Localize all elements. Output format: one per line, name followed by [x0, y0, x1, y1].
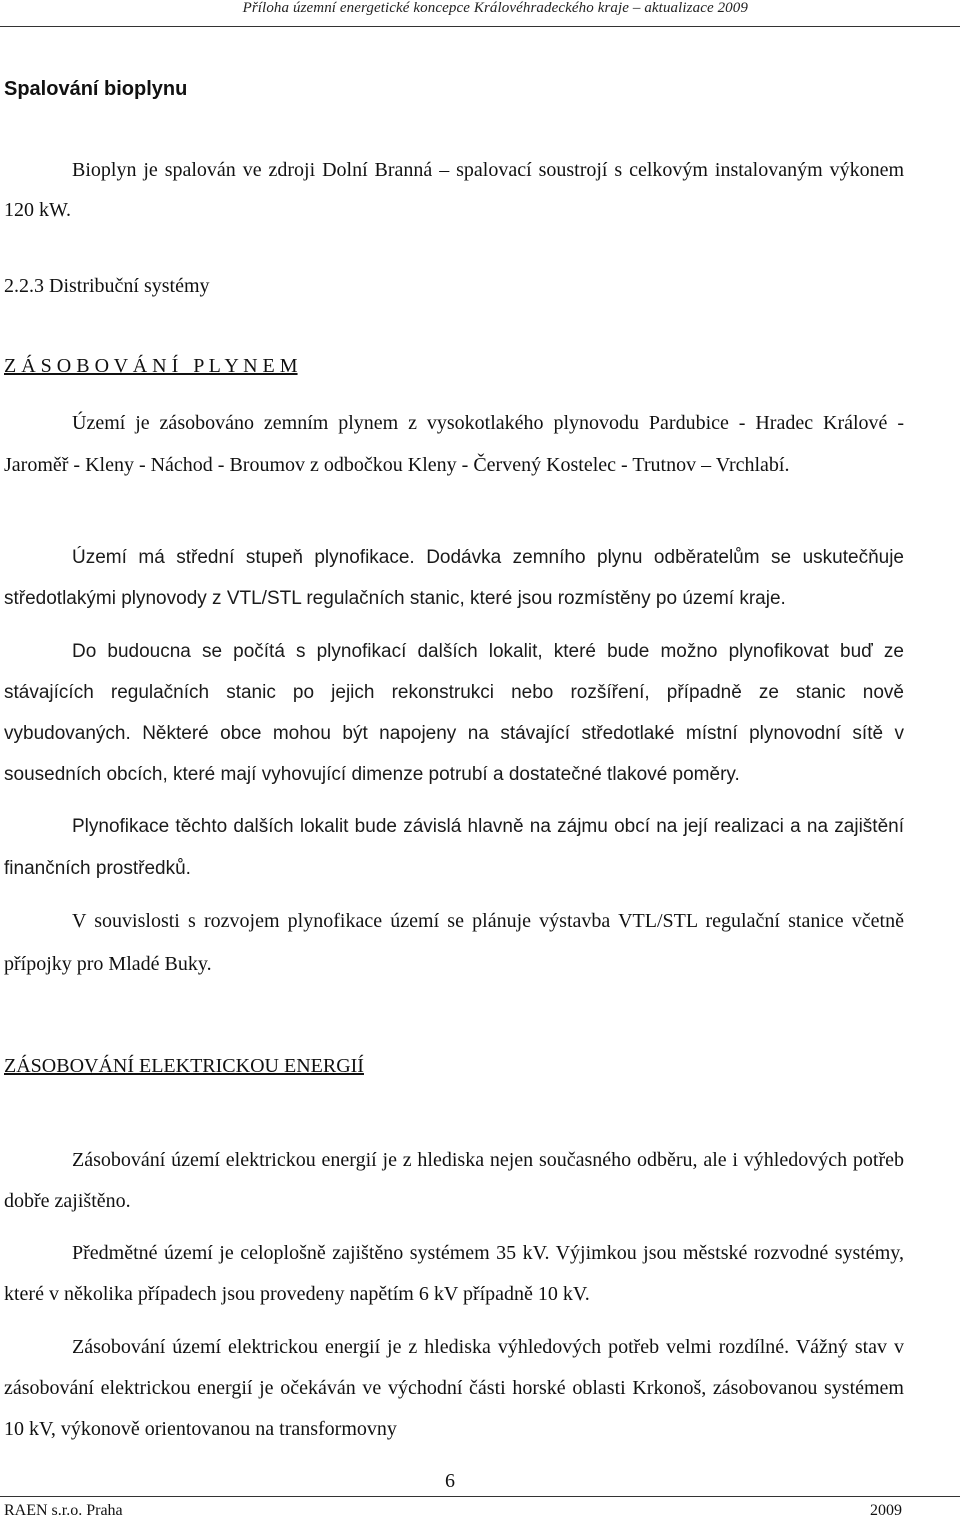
paragraph-gas-1-text: Území je zásobováno zemním plynem z vysokotlakého plynovodu Pardubice - Hradec Králové - Jaroměř - Kleny - Náchod - Broumov z odbočkou Kleny - Červený Kostelec - Trutnov – Vrchlabí. [4, 412, 904, 476]
paragraph-gas-4-text: Plynofikace těchto dalších lokalit bude závislá hlavně na zájmu obcí na její realizaci a na zajištění finančních prostředků. [4, 816, 904, 879]
paragraph-electric-3-text: Zásobování území elektrickou energií je z hlediska výhledových potřeb velmi rozdílné. Vážný stav v zásobování elektrickou energií je očekáván ve východní části horské oblasti Krkonoš, zásobovanou systémem 10 kV, výkonově orientovanou na transformovny [4, 1336, 904, 1440]
paragraph-gas-3 [4, 631, 904, 795]
paragraph-electric-3 [4, 1327, 904, 1450]
section-heading-electric: ZÁSOBOVÁNÍ ELEKTRICKOU ENERGIÍ [4, 1055, 364, 1077]
page-number: 6 [445, 1470, 455, 1492]
paragraph-electric-1-text: Zásobování území elektrickou energií je z hlediska nejen současného odběru, ale i výhledových potřeb dobře zajištěno. [4, 1149, 904, 1212]
paragraph-gas-5 [4, 900, 904, 986]
paragraph-gas-3-text: Do budoucna se počítá s plynofikací dalších lokalit, které bude možno plynofikovat buď ze stávajících regulačních stanic po jejich rekonstrukci nebo rozšíření, případně ze stanic nově vybudovaných. Některé obce mohou být napojeny na stávající středotlaké místní plynovodní sítě v sousedních obcích, které mají vyhovující dimenze potrubí a dostatečné tlakové poměry. [4, 641, 904, 785]
footer-year: 2009 [870, 1502, 902, 1519]
footer-company: RAEN s.r.o. Praha [4, 1502, 123, 1519]
paragraph-bioplyn-text: Bioplyn je spalován ve zdroji Dolní Branná – spalovací soustrojí s celkovým instalovaným výkonem 120 kW. [4, 159, 904, 221]
paragraph-electric-2 [4, 1233, 904, 1315]
section-heading-bioplyn: Spalování bioplynu [4, 78, 188, 100]
paragraph-gas-2-text: Území má střední stupeň plynofikace. Dodávka zemního plynu odběratelům se uskutečňuje středotlakými plynovody z VTL/STL regulačních stanic, které jsou rozmístěny po území kraje. [4, 547, 904, 609]
paragraph-bioplyn [4, 150, 904, 230]
paragraph-electric-1 [4, 1140, 904, 1222]
paragraph-gas-2 [4, 537, 904, 619]
footer-divider [0, 1496, 960, 1497]
section-heading-gas: Z Á S O B O V Á N Í P L Y N E M [4, 355, 298, 377]
running-header: Příloha územní energetické koncepce Královéhradeckého kraje – aktualizace 2009 [242, 0, 748, 16]
header-divider [0, 26, 960, 27]
paragraph-electric-2-text: Předmětné území je celoplošně zajištěno systémem 35 kV. Výjimkou jsou městské rozvodné systémy, které v několika případech jsou provedeny napětím 6 kV případně 10 kV. [4, 1242, 904, 1305]
section-heading-distribution: 2.2.3 Distribuční systémy [4, 275, 210, 297]
paragraph-gas-5-text: V souvislosti s rozvojem plynofikace území se plánuje výstavba VTL/STL regulační stanice včetně přípojky pro Mladé Buky. [4, 910, 904, 975]
paragraph-gas-4 [4, 806, 904, 890]
paragraph-gas-1 [4, 402, 904, 486]
